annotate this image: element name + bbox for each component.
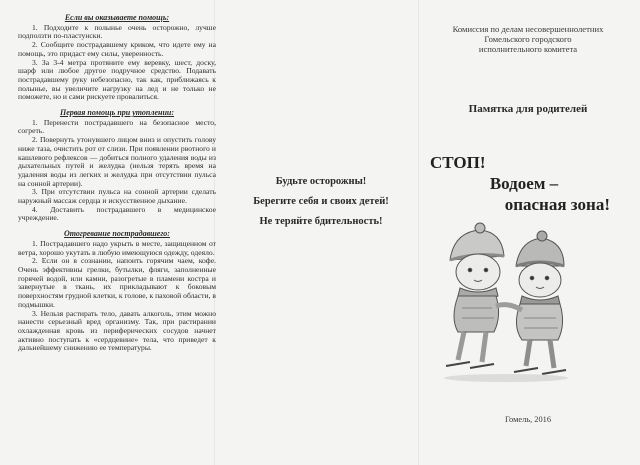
paragraph: 2. Повернуть утонувшего лицом вниз и опустить голову ниже таза, очистить рот от слизи. При появлении рвотного и кашлевого рефлексов — добиться полного удаления воды из дыхательных путей и желудка (нельзя терять время на удаления воды из легких и желудка при отсутствии пульса на сонной артерии). [18, 135, 216, 188]
headline-line: опасная зона! [504, 195, 610, 214]
skating-children-illustration [436, 222, 576, 384]
headline-line: Водоем – [489, 174, 559, 193]
middle-panel [226, 0, 416, 465]
paragraph: 1. Перенести пострадавшего на безопасное место, согреть. [18, 117, 216, 136]
section-helping [18, 14, 216, 102]
slogan-be-careful: Будьте осторожны! [275, 176, 367, 187]
section-heading: Если вы оказываете помощь: [64, 13, 170, 22]
paragraph: 3. Нельзя растирать тело, давать алкоголь, этим можно нанести серьезный вред организму. Так, при растирании охлажденная кровь из периферических сосудов начнет активно поступать к «сердцевине» тела, что приведет к дальнейшему снижению ее температуры. [18, 308, 216, 353]
paragraph: 2. Сообщите пострадавшему криком, что идете ему на помощь, это придаст ему силы, уверенность. [18, 40, 216, 58]
paragraph: 3. При отсутствии пульса на сонной артерии сделать наружный массаж сердца и искусственное дыхание. [18, 187, 216, 206]
left-panel [18, 14, 216, 360]
org-line: Гомельского городского [484, 34, 572, 44]
slogan-stay-vigilant: Не теряйте бдительность! [259, 216, 383, 227]
section-warming [18, 230, 216, 353]
stop-word: СТОП! [430, 153, 486, 172]
paragraph: 1. Подходите к полынье очень осторожно, лучше подползти по-пластунски. [18, 22, 216, 41]
paragraph: 4. Доставить пострадавшего в медицинское учреждение. [18, 204, 216, 223]
section-first-aid [18, 109, 216, 223]
stop-headline [424, 152, 624, 215]
organization-name [416, 24, 640, 54]
org-line: исполнительного комитета [478, 44, 578, 54]
paragraph: 2. Если он в сознании, напоить горячим чаем, кофе. Очень эффективны грелки, бутылки, фляги, заполненные горячей водой, или камни, разогретые в пламени костра и завернутые в ткань, их прикладывают к боковым поверхностям грудной клетки, к голове, к паховой области, в подмышки. [18, 256, 216, 309]
paragraph: 1. Пострадавшего надо укрыть в месте, защищенном от ветра, хорошо укутать в любую имеющуюся одежду, одеяло. [18, 238, 216, 257]
section-heading: Первая помощь при утоплении: [59, 108, 175, 118]
paragraph: 3. За 3-4 метра протяните ему веревку, шест, доску, шарф или любое другое подручное средство. Подавать пострадавшему руку небезопасно, так как, приближаясь к полынье, вы увеличите нагрузку на лед и не только не поможете, но и сами рискуете провалиться. [18, 57, 216, 102]
section-heading: Отогревание пострадавшего: [64, 229, 170, 239]
org-line: Комиссия по делам несовершеннолетних [452, 24, 604, 34]
city-year: Гомель, 2016 [504, 415, 552, 424]
memo-title: Памятка для родителей [468, 103, 588, 115]
slogan-protect-children: Берегите себя и своих детей! [253, 196, 389, 207]
